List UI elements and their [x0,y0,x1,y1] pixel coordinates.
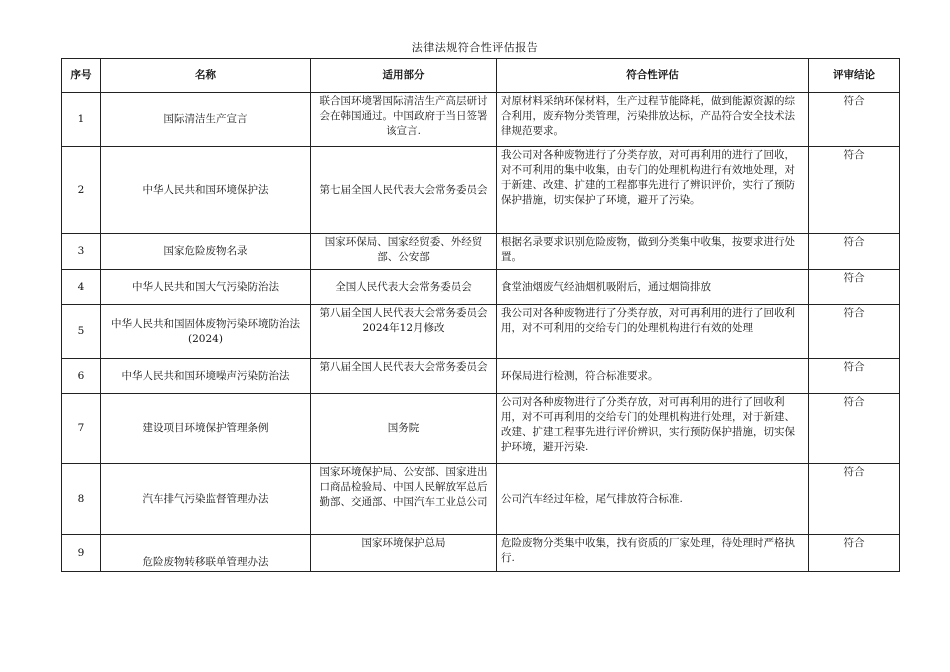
applicable-scope: 国家环境保护局、公安部、国家进出口商品检验局、中国人民解放军总后勤部、交通部、中国汽车工业总公司 [311,464,497,535]
review-conclusion: 符合 [809,394,900,464]
regulation-name: 危险废物转移联单管理办法 [101,535,311,572]
row-index: 6 [62,359,101,394]
row-index: 8 [62,464,101,535]
regulation-name: 建设项目环境保护管理条例 [101,394,311,464]
table-row [62,394,900,464]
compliance-evaluation: 公司汽车经过年检，尾气排放符合标准. [497,464,809,535]
compliance-evaluation: 我公司对各种废物进行了分类存放，对可再利用的进行了回收利用，对不可利用的交给专门的处理机构进行有效的处理 [497,305,809,359]
regulation-name: 国家危险废物名录 [101,234,311,270]
applicable-scope: 全国人民代表大会常务委员会 [311,270,497,305]
applicable-scope: 国务院 [311,394,497,464]
row-index: 5 [62,305,101,359]
applicable-scope: 第七届全国人民代表大会常务委员会 [311,147,497,234]
compliance-evaluation: 对原材料采纳环保材料，生产过程节能降耗，做到能源资源的综合利用，废弃物分类管理，污染排放达标，产品符合安全技术法律规范要求。 [497,93,809,147]
regulation-name: 中华人民共和国固体废物污染环境防治法(2024) [101,305,311,359]
review-conclusion: 符合 [809,359,900,394]
review-conclusion: 符合 [809,464,900,535]
report-title: 法律法规符合性评估报告 [411,41,539,54]
review-conclusion: 符合 [809,535,900,572]
header-evaluation: 符合性评估 [497,59,809,93]
header-result: 评审结论 [809,59,900,93]
regulation-name: 中华人民共和国环境保护法 [101,147,311,234]
review-conclusion: 符合 [809,305,900,359]
compliance-evaluation: 公司对各种废物进行了分类存放，对可再利用的进行了回收利用，对不可再利用的交给专门的处理机构进行处理，对于新建、改建、扩建工程事先进行评价辨识，实行预防保护措施，切实保护环境，避开污染. [497,394,809,464]
compliance-evaluation: 我公司对各种废物进行了分类存放，对可再利用的进行了回收，对不可利用的集中收集，由专门的处理机构进行有效地处理，对于新建、改建、扩建的工程都事先进行了辨识评价，实行了预防保护措施，切实保护了环境，避开了污染。 [497,147,809,234]
applicable-scope: 第八届全国人民代表大会常务委员会 [311,359,497,394]
review-conclusion: 符合 [809,270,900,305]
table-row [62,535,900,572]
table-row [62,147,900,234]
compliance-evaluation: 环保局进行检测，符合标准要求。 [497,359,809,394]
row-index: 1 [62,93,101,147]
table-row [62,305,900,359]
applicable-scope: 国家环保局、国家经贸委、外经贸部、公安部 [311,234,497,270]
table-row [62,270,900,305]
row-index: 7 [62,394,101,464]
header-index: 序号 [62,59,101,93]
applicable-scope: 第八届全国人民代表大会常务委员会 2024年12月修改 [311,305,497,359]
applicable-scope: 国家环境保护总局 [311,535,497,572]
row-index: 3 [62,234,101,270]
compliance-evaluation: 根据名录要求识别危险废物，做到分类集中收集，按要求进行处置。 [497,234,809,270]
table-row [62,234,900,270]
regulation-name: 中华人民共和国大气污染防治法 [101,270,311,305]
regulation-name: 汽车排气污染监督管理办法 [101,464,311,535]
row-index: 4 [62,270,101,305]
table-row [62,359,900,394]
compliance-table [61,58,900,572]
review-conclusion: 符合 [809,147,900,234]
review-conclusion: 符合 [809,234,900,270]
header-scope: 适用部分 [311,59,497,93]
compliance-evaluation: 危险废物分类集中收集，找有资质的厂家处理，待处理时严格执行. [497,535,809,572]
review-conclusion: 符合 [809,93,900,147]
table-row [62,464,900,535]
applicable-scope: 联合国环境署国际清洁生产高层研讨会在韩国通过。中国政府于当日签署该宣言. [311,93,497,147]
table-header-row [62,59,900,93]
table-row [62,93,900,147]
compliance-evaluation: 食堂油烟废气经油烟机吸附后，通过烟筒排放 [497,270,809,305]
regulation-name: 国际清洁生产宣言 [101,93,311,147]
header-name: 名称 [101,59,311,93]
row-index: 2 [62,147,101,234]
row-index: 9 [62,535,101,572]
regulation-name: 中华人民共和国环境噪声污染防治法 [101,359,311,394]
